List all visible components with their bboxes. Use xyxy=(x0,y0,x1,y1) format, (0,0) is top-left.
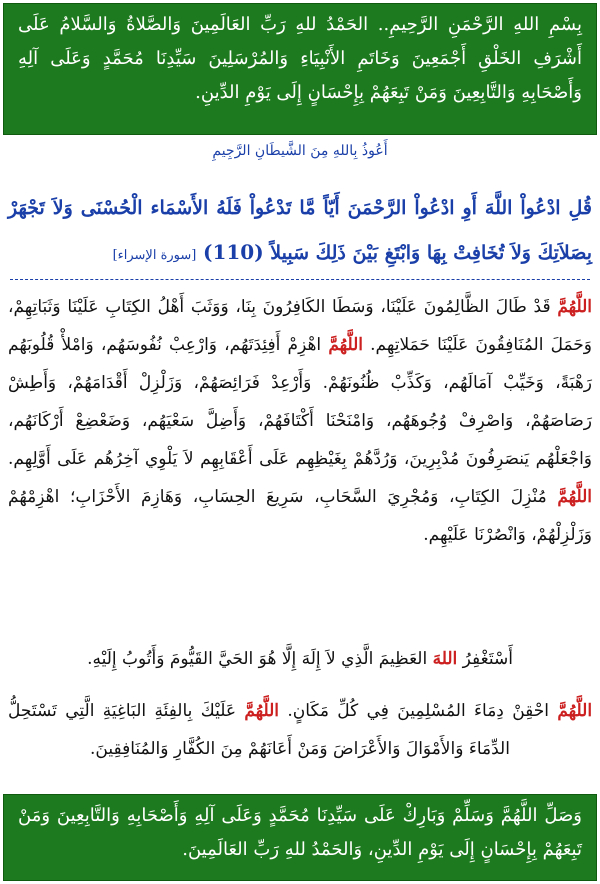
closing-text: وَصَلِّ اللَّهُمَّ وَسَلِّمْ وَبَارِكْ عَلَى سَيِّدِنَا مُحَمَّدٍ وَعَلَى آلِهِ وَأَصْحَابِهِ وَالتَّابِعِينَ وَمَنْ تَبِعَهُمْ بِإِحْسَانٍ إِلَى يَوْمِ الدِّينِ، وَالحَمْدُ للهِ رَبِّ العَالَمِينَ. xyxy=(18,805,582,860)
opening-text: بِسْمِ اللهِ الرَّحْمَنِ الرَّحِيمِ.. الحَمْدُ للهِ رَبِّ العَالَمِينَ وَالصَّلاةُ وَالسَّلامُ عَلَى أَشْرَفِ الخَلْقِ أَجْمَعِينَ وَخَاتَمِ الأَنْبِيَاءِ وَالمُرْسَلِينَ سَيِّدِنَا مُحَمَّدٍ وَعَلَى آلِهِ وَأَصْحَابِهِ وَالتَّابِعِينَ وَمَنْ تَبِعَهُمْ بِإِحْسَانٍ إِلَى يَوْمِ الدِّينِ. xyxy=(18,14,582,103)
closing-banner xyxy=(3,794,597,881)
dua-part-1: قَدْ طَالَ الظَّالِمُونَ عَلَيْنَا، وَسَطَا الكَافِرُونَ بِنَا، وَوَثَبَ أَهْلُ الكِتَابِ عَلَيْنَا وَثَبَاتِهِمْ، وَحَمَلَ المُنَافِقُونَ عَلَيْنَا حَمَلاتِهِم. xyxy=(8,297,593,355)
dua2-part-2: عَلَيْكَ بِالفِئَةِ البَاغِيَةِ الَّتِي تَسْتَحِلُّ الدِّمَاءَ وَالأَمْوَالَ وَالأَعْرَاضَ وَمَنْ أَعَانَهُمْ مِنَ الكُفَّارِ وَالمُنَافِقِينَ. xyxy=(8,701,510,759)
dashed-divider xyxy=(10,279,590,280)
allahumma-word: اللَّهُمَّ xyxy=(557,297,592,317)
istighfar-after: العَظِيمَ الَّذِي لاَ إِلَهَ إِلَّا هُوَ الحَيَّ القَيُّومَ وَأَتُوبُ إِلَيْهِ. xyxy=(87,649,428,669)
allahumma-word: اللَّهُمَّ xyxy=(328,335,363,355)
dua-part-3: مُنْزِلَ الكِتَابِ، وَمُجْرِيَ السَّحَابِ، سَرِيعَ الحِسَابِ، وَهَازِمَ الأَحْزَابِ؛ اهْزِمْهُمْ وَزَلْزِلْهُمْ، وَانْصُرْنَا عَلَيْهِم. xyxy=(8,487,592,545)
dua-part-2: اهْزِمْ أَفِئِدَتَهُم، وَارْعِبْ نُفُوسَهُم، وَامْلأْ قُلُوبَهُم رَهْبَةً، وَخَيِّبْ آمَالَهُم، وَكَذِّبْ ظُنُونَهُمْ. وَأَرْعِدْ فَرَائِصَهُمْ، وَزَلْزِلْ أَقْدَامَهُمْ، وَأَطِشْ رَصَاصَهُمْ، وَاصْرِفْ وُجُوهَهُم، وَامْنَحْنَا أَكْتَافَهُمْ، وَأَضِلَّ سَعْيَهُم، وَضَعْضِعْ أَرْكَانَهُم، وَاجْعَلْهُم يَنصَرِفُونَ مُدْبِرِينَ، وَرُدَّهُمْ بِغَيْظِهِم عَلَى أَعْقَابِهِم لاَ يَلْوِي آخِرُهُم عَلَى أَوَّلِهِم. xyxy=(8,335,592,469)
allahumma-word: اللَّهُمَّ xyxy=(557,487,592,507)
istighfar-line xyxy=(8,640,592,678)
quran-verse xyxy=(8,186,592,278)
second-supplication xyxy=(8,692,592,768)
supplication-paragraph xyxy=(8,288,592,554)
allahumma-word: اللَّهُمَّ xyxy=(557,701,593,721)
opening-banner xyxy=(3,3,597,135)
allahumma-word: اللَّهُمَّ xyxy=(244,701,280,721)
istighfar-before: أَسْتَغْفِرُ xyxy=(462,649,513,669)
dua2-part-1: احْقِنْ دِمَاءَ المُسْلِمِينَ فِي كُلِّ مَكَانٍ. xyxy=(287,701,549,721)
verse-number: (110) xyxy=(202,240,264,264)
verse-reference: [سورة الإسراء] xyxy=(112,248,197,263)
verse-text: قُلِ ادْعُواْ اللَّهَ أَوِ ادْعُواْ الرَّحْمَنَ أَيّاً مَّا تَدْعُواْ فَلَهُ الأَسْمَاء الْحُسْنَى وَلاَ تَجْهَرْ بِصَلاَتِكَ وَلاَ تُخَافِتْ بِهَا وَابْتَغِ بَيْنَ ذَلِكَ سَبِيلاً xyxy=(8,197,592,264)
allah-word: اللهَ xyxy=(432,649,458,669)
taawudh-line: أَعُوذُ بِاللهِ مِنَ الشَّيطَانِ الرَّجِيمِ xyxy=(212,143,388,159)
